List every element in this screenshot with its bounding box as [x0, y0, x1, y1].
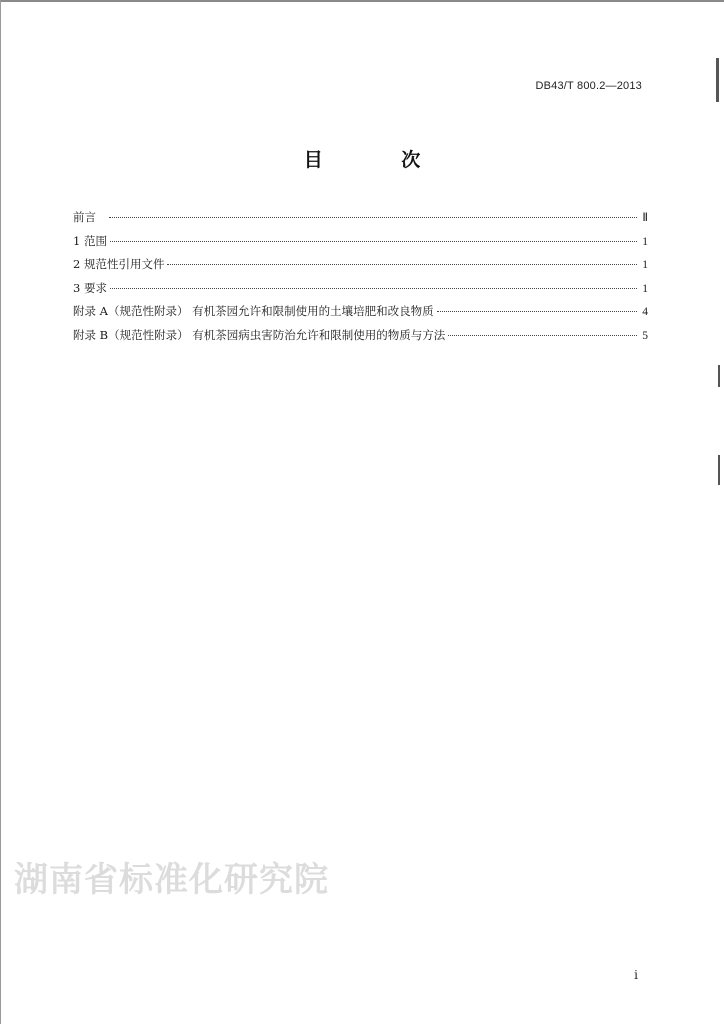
toc-entry-page: Ⅱ — [642, 212, 648, 224]
toc-leader-dots — [448, 335, 637, 336]
toc-entry-label: 前言 — [73, 210, 96, 224]
toc-entry-annex-b[interactable] — [73, 327, 648, 351]
toc-leader-dots — [437, 311, 637, 312]
watermark: 湖南省标准化研究院 — [14, 860, 329, 900]
toc-leader-dots — [109, 217, 637, 218]
toc-leader-dots — [110, 241, 637, 242]
scan-mark — [718, 455, 720, 485]
toc-entry-label: 附录 B（规范性附录） 有机茶园病虫害防治允许和限制使用的物质与方法 — [73, 327, 446, 342]
page-title: 目 次 — [303, 149, 457, 171]
toc-entry-page: 5 — [642, 329, 648, 342]
document-code: DB43/T 800.2—2013 — [535, 80, 642, 92]
toc-entry-normative-references[interactable] — [73, 256, 648, 280]
toc-entry-page: 1 — [642, 259, 648, 271]
table-of-contents — [73, 209, 648, 350]
toc-leader-dots — [167, 264, 637, 265]
toc-entry-label: 1 范围 — [73, 233, 107, 248]
toc-entry-page: 1 — [642, 282, 648, 295]
toc-entry-scope[interactable] — [73, 233, 648, 257]
toc-entry-requirements[interactable] — [73, 280, 648, 304]
page-number: i — [634, 968, 638, 982]
scan-mark — [718, 365, 720, 387]
scan-mark — [716, 58, 719, 102]
toc-entry-label: 3 要求 — [73, 280, 107, 295]
toc-entry-annex-a[interactable] — [73, 303, 648, 327]
toc-entry-page: 1 — [642, 235, 648, 248]
scan-border-top — [0, 0, 724, 2]
toc-leader-dots — [110, 288, 637, 289]
toc-entry-label: 附录 A（规范性附录） 有机茶园允许和限制使用的土壤培肥和改良物质 — [73, 304, 434, 318]
toc-entry-page: 4 — [642, 306, 648, 318]
toc-entry-foreword[interactable] — [73, 209, 648, 233]
toc-entry-label: 2 规范性引用文件 — [73, 257, 165, 271]
